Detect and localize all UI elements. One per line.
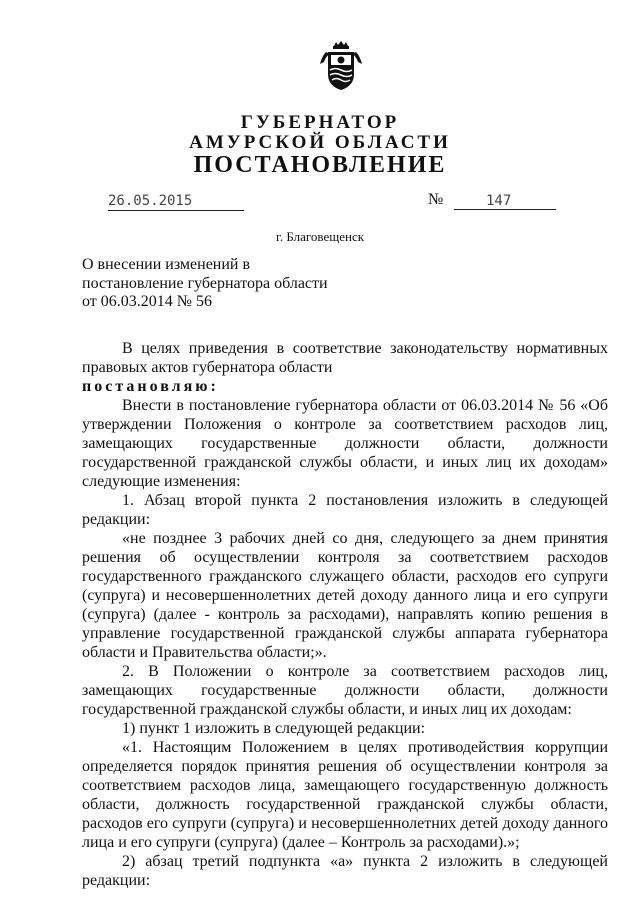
header-governor: ГУБЕРНАТОР <box>240 112 400 133</box>
document-subject <box>82 256 328 312</box>
body-paragraph: 1. Абзац второй пункта 2 постановления изложить в следующей редакции: <box>82 492 608 528</box>
document-date: 26.05.2015 <box>108 193 244 211</box>
body-paragraph: 2. В Положении о контроле за соответствием расходов лиц, замещающих государственные должности области, должности государственной гражданской службы области, и иных лиц их доходам: <box>82 663 608 718</box>
body-paragraph: Внести в постановление губернатора области от 06.03.2014 № 56 «Об утверждении Положения о контроле за соответствием расходов лиц, замещающих государственные должности области, должности государственной гражданской службы области, и иных лиц их доходам» следующие изменения: <box>82 397 608 490</box>
preamble-paragraph: В целях приведения в соответствие законодательству нормативных правовых актов губернатора области <box>82 340 608 376</box>
body-paragraph: «1. Настоящим Положением в целях противодействия коррупции определяется порядок принятия решения об осуществлении контроля за соответствием расходов лица, замещающего государственную должность области, должность государственной гражданской службы области, расходов его супруги (супруга) и несовершеннолетних детей доходу данного лица и его супруги (супруга) (далее – Контроль за расходами).»; <box>82 739 608 851</box>
subject-line: от 06.03.2014 № 56 <box>82 293 213 310</box>
subject-line: О внесении изменений в <box>82 256 251 273</box>
body-paragraph: 2) абзац третий подпункта «а» пункта 2 изложить в следующей редакции: <box>82 853 608 889</box>
document-body <box>82 339 608 890</box>
subject-line: постановление губернатора области <box>82 274 328 292</box>
coat-of-arms-emblem <box>318 40 364 92</box>
body-paragraph: 1) пункт 1 изложить в следующей редакции: <box>122 720 426 737</box>
city-name: г. Благовещенск <box>275 229 365 244</box>
header-region: АМУРСКОЙ ОБЛАСТИ <box>189 132 451 153</box>
decree-word: постановляю: <box>82 378 219 395</box>
number-label: № <box>428 191 444 208</box>
document-number: 147 <box>454 193 556 210</box>
document-type-title: ПОСТАНОВЛЕНИЕ <box>193 152 447 178</box>
body-paragraph: «не позднее 3 рабочих дней со дня, следующего за днем принятия решения об осуществлении контроля за соответствием расходов государственного гражданского служащего области, расходов его супруги (супруга) и несовершеннолетних детей доходу данного лица и его супруги (супруга) (далее - контроль за расходами), направлять копию решения в управление государственной гражданской службы аппарата губернатора области и Правительства области;». <box>82 530 608 661</box>
